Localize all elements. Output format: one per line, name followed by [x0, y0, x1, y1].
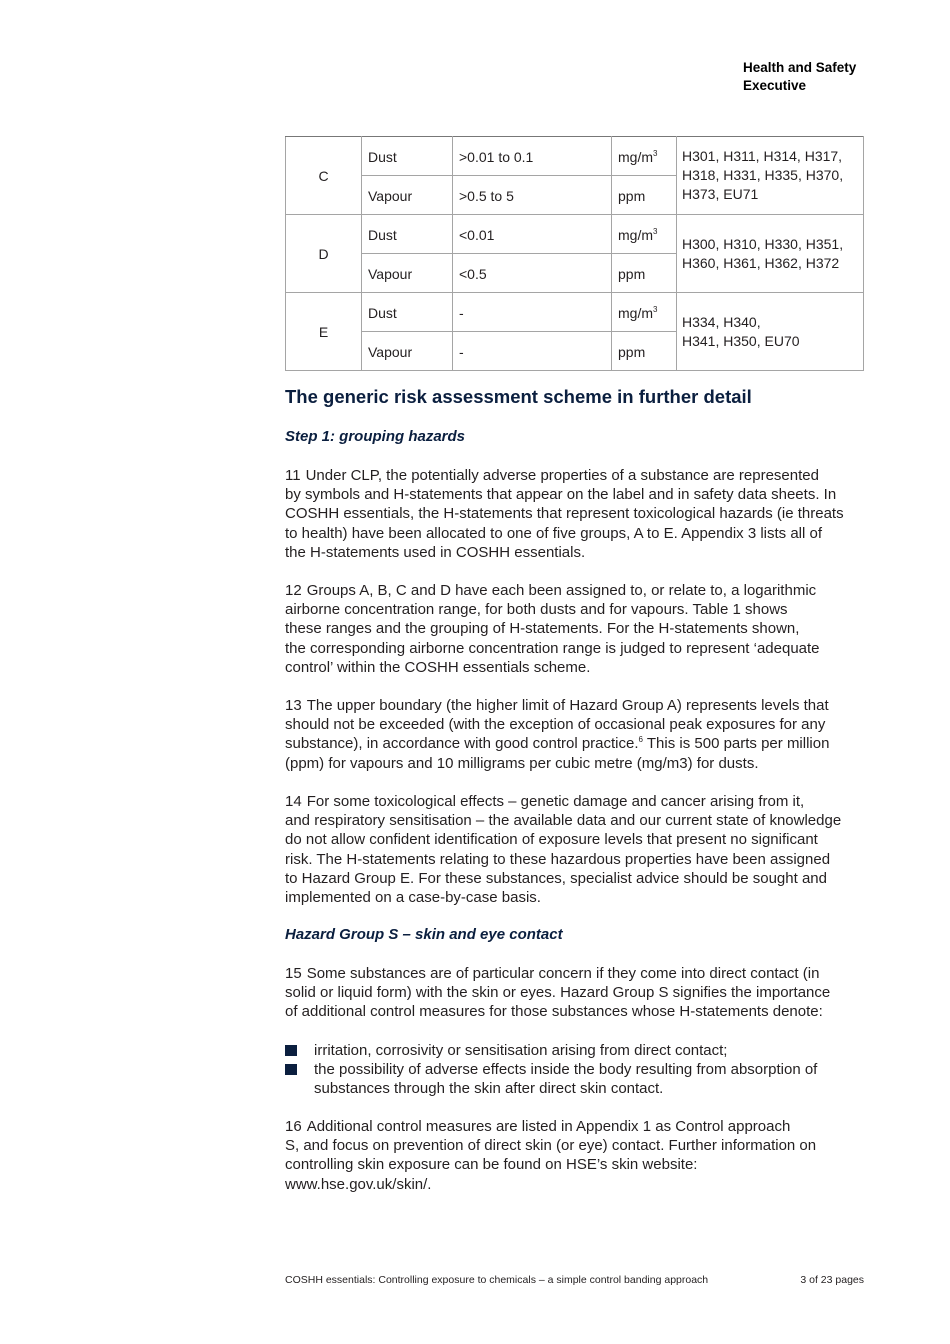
hazard-group-cell: C: [286, 137, 362, 215]
paragraph-15: 15 Some substances are of particular concern if they come into direct contact (in solid or liquid form) with the skin or eyes. Hazard Group S signifies the importance of additional control measures for those substances whose H-statements denote:: [285, 965, 831, 1021]
paragraph-number: 14: [285, 793, 302, 810]
substance-type-cell: Vapour: [362, 254, 453, 293]
unit-cell: $mg/m^3$: [612, 215, 677, 254]
unit-cell: ppm: [612, 254, 677, 293]
paragraph-number: 15: [285, 965, 302, 982]
hazard-group-cell: E: [286, 293, 362, 371]
paragraph-11: 11 Under CLP, the potentially adverse properties of a substance are represented by symbols and H-statements that appear on the label and in safety data sheets. In COSHH essentials, the H-statements that represent toxicological hazards (ie threats to health) have been allocated to one of five groups, A to E. Appendix 3 lists all of the H-statements used in COSHH essentials.: [285, 467, 844, 561]
hazard-group-cell: D: [286, 215, 362, 293]
hazard-group-table: [285, 136, 864, 371]
substance-type-cell: Dust: [362, 293, 453, 332]
hse-skin-website-link[interactable]: www.hse.gov.uk/skin/.: [285, 1175, 432, 1193]
substance-type-cell: Vapour: [362, 176, 453, 215]
h-statements-cell: H334, H340, H341, H350, EU70: [677, 293, 864, 371]
concentration-range-cell: -: [453, 332, 612, 371]
unit-cell: $mg/m^3$: [612, 293, 677, 332]
substance-type-cell: Dust: [362, 137, 453, 176]
h-statements-cell: H300, H310, H330, H351, H360, H361, H362, H372: [677, 215, 864, 293]
substance-type-cell: Vapour: [362, 332, 453, 371]
table-row: [286, 215, 864, 254]
concentration-range-cell: >0.01 to 0.1: [453, 137, 612, 176]
substance-type-cell: Dust: [362, 215, 453, 254]
section-heading: The generic risk assessment scheme in further detail: [285, 386, 752, 407]
concentration-range-cell: -: [453, 293, 612, 332]
list-item: irritation, corrosivity or sensitisation arising from direct contact;: [285, 1041, 870, 1060]
bullet-list: [285, 1041, 870, 1099]
footer-page-number: 3 of 23 pages: [800, 1274, 864, 1286]
concentration-range-cell: <0.01: [453, 215, 612, 254]
org-name-line-1: Health and Safety: [743, 60, 857, 75]
paragraph-16: 16 Additional control measures are listed in Appendix 1 as Control approach S, and focus on prevention of direct skin (or eye) contact. Further information on controlling skin exposure can be found on HSE’s skin website: www.hse.gov.uk/skin/.: [285, 1117, 870, 1194]
paragraph-13: 13 The upper boundary (the higher limit of Hazard Group A) represents levels that should not be exceeded (with the exception of occasional peak exposures for any substance), in accordance with good control practice.$^6$ This is 500 parts per million (ppm) for vapours and 10 milligrams per cubic metre (mg/m3) for dusts.: [285, 697, 830, 772]
list-item: the possibility of adverse effects inside the body resulting from absorption of substances through the skin after direct skin contact.: [285, 1060, 870, 1098]
unit-cell: ppm: [612, 176, 677, 215]
unit-cell: ppm: [612, 332, 677, 371]
table-row: [286, 137, 864, 176]
concentration-range-cell: >0.5 to 5: [453, 176, 612, 215]
org-name-line-2: Executive: [743, 78, 807, 93]
paragraph-number: 13: [285, 697, 302, 714]
paragraph-14: 14 For some toxicological effects – genetic damage and cancer arising from it, and respiratory sensitisation – the available data and our current state of knowledge do not allow confident identification of exposure levels that present no significant risk. The H-statements relating to these hazardous properties have been assigned to Hazard Group E. For these substances, specialist advice should be sought and implemented on a case-by-case basis.: [285, 793, 842, 907]
paragraph-number: 16: [285, 1118, 302, 1135]
square-bullet-icon: [285, 1064, 297, 1075]
group-s-subheading: Hazard Group S – skin and eye contact: [285, 926, 563, 943]
footer-document-title: COSHH essentials: Controlling exposure to chemicals – a simple control banding approach: [285, 1274, 709, 1286]
step1-subheading: Step 1: grouping hazards: [285, 428, 466, 445]
unit-cell: $mg/m^3$: [612, 137, 677, 176]
table-row: [286, 293, 864, 332]
footnote-reference: 6: [638, 735, 643, 745]
organisation-name: [743, 59, 856, 95]
h-statements-cell: H301, H311, H314, H317, H318, H331, H335, H370, H373, EU71: [677, 137, 864, 215]
square-bullet-icon: [285, 1045, 297, 1056]
concentration-range-cell: <0.5: [453, 254, 612, 293]
paragraph-number: 12: [285, 582, 302, 599]
paragraph-12: 12 Groups A, B, C and D have each been assigned to, or relate to, a logarithmic airborne concentration range, for both dusts and for vapours. Table 1 shows these ranges and the grouping of H-statements. For the H-statements shown, the corresponding airborne concentration range is judged to represent ‘adequate control’ within the COSHH essentials scheme.: [285, 582, 820, 676]
paragraph-number: 11: [285, 467, 301, 484]
